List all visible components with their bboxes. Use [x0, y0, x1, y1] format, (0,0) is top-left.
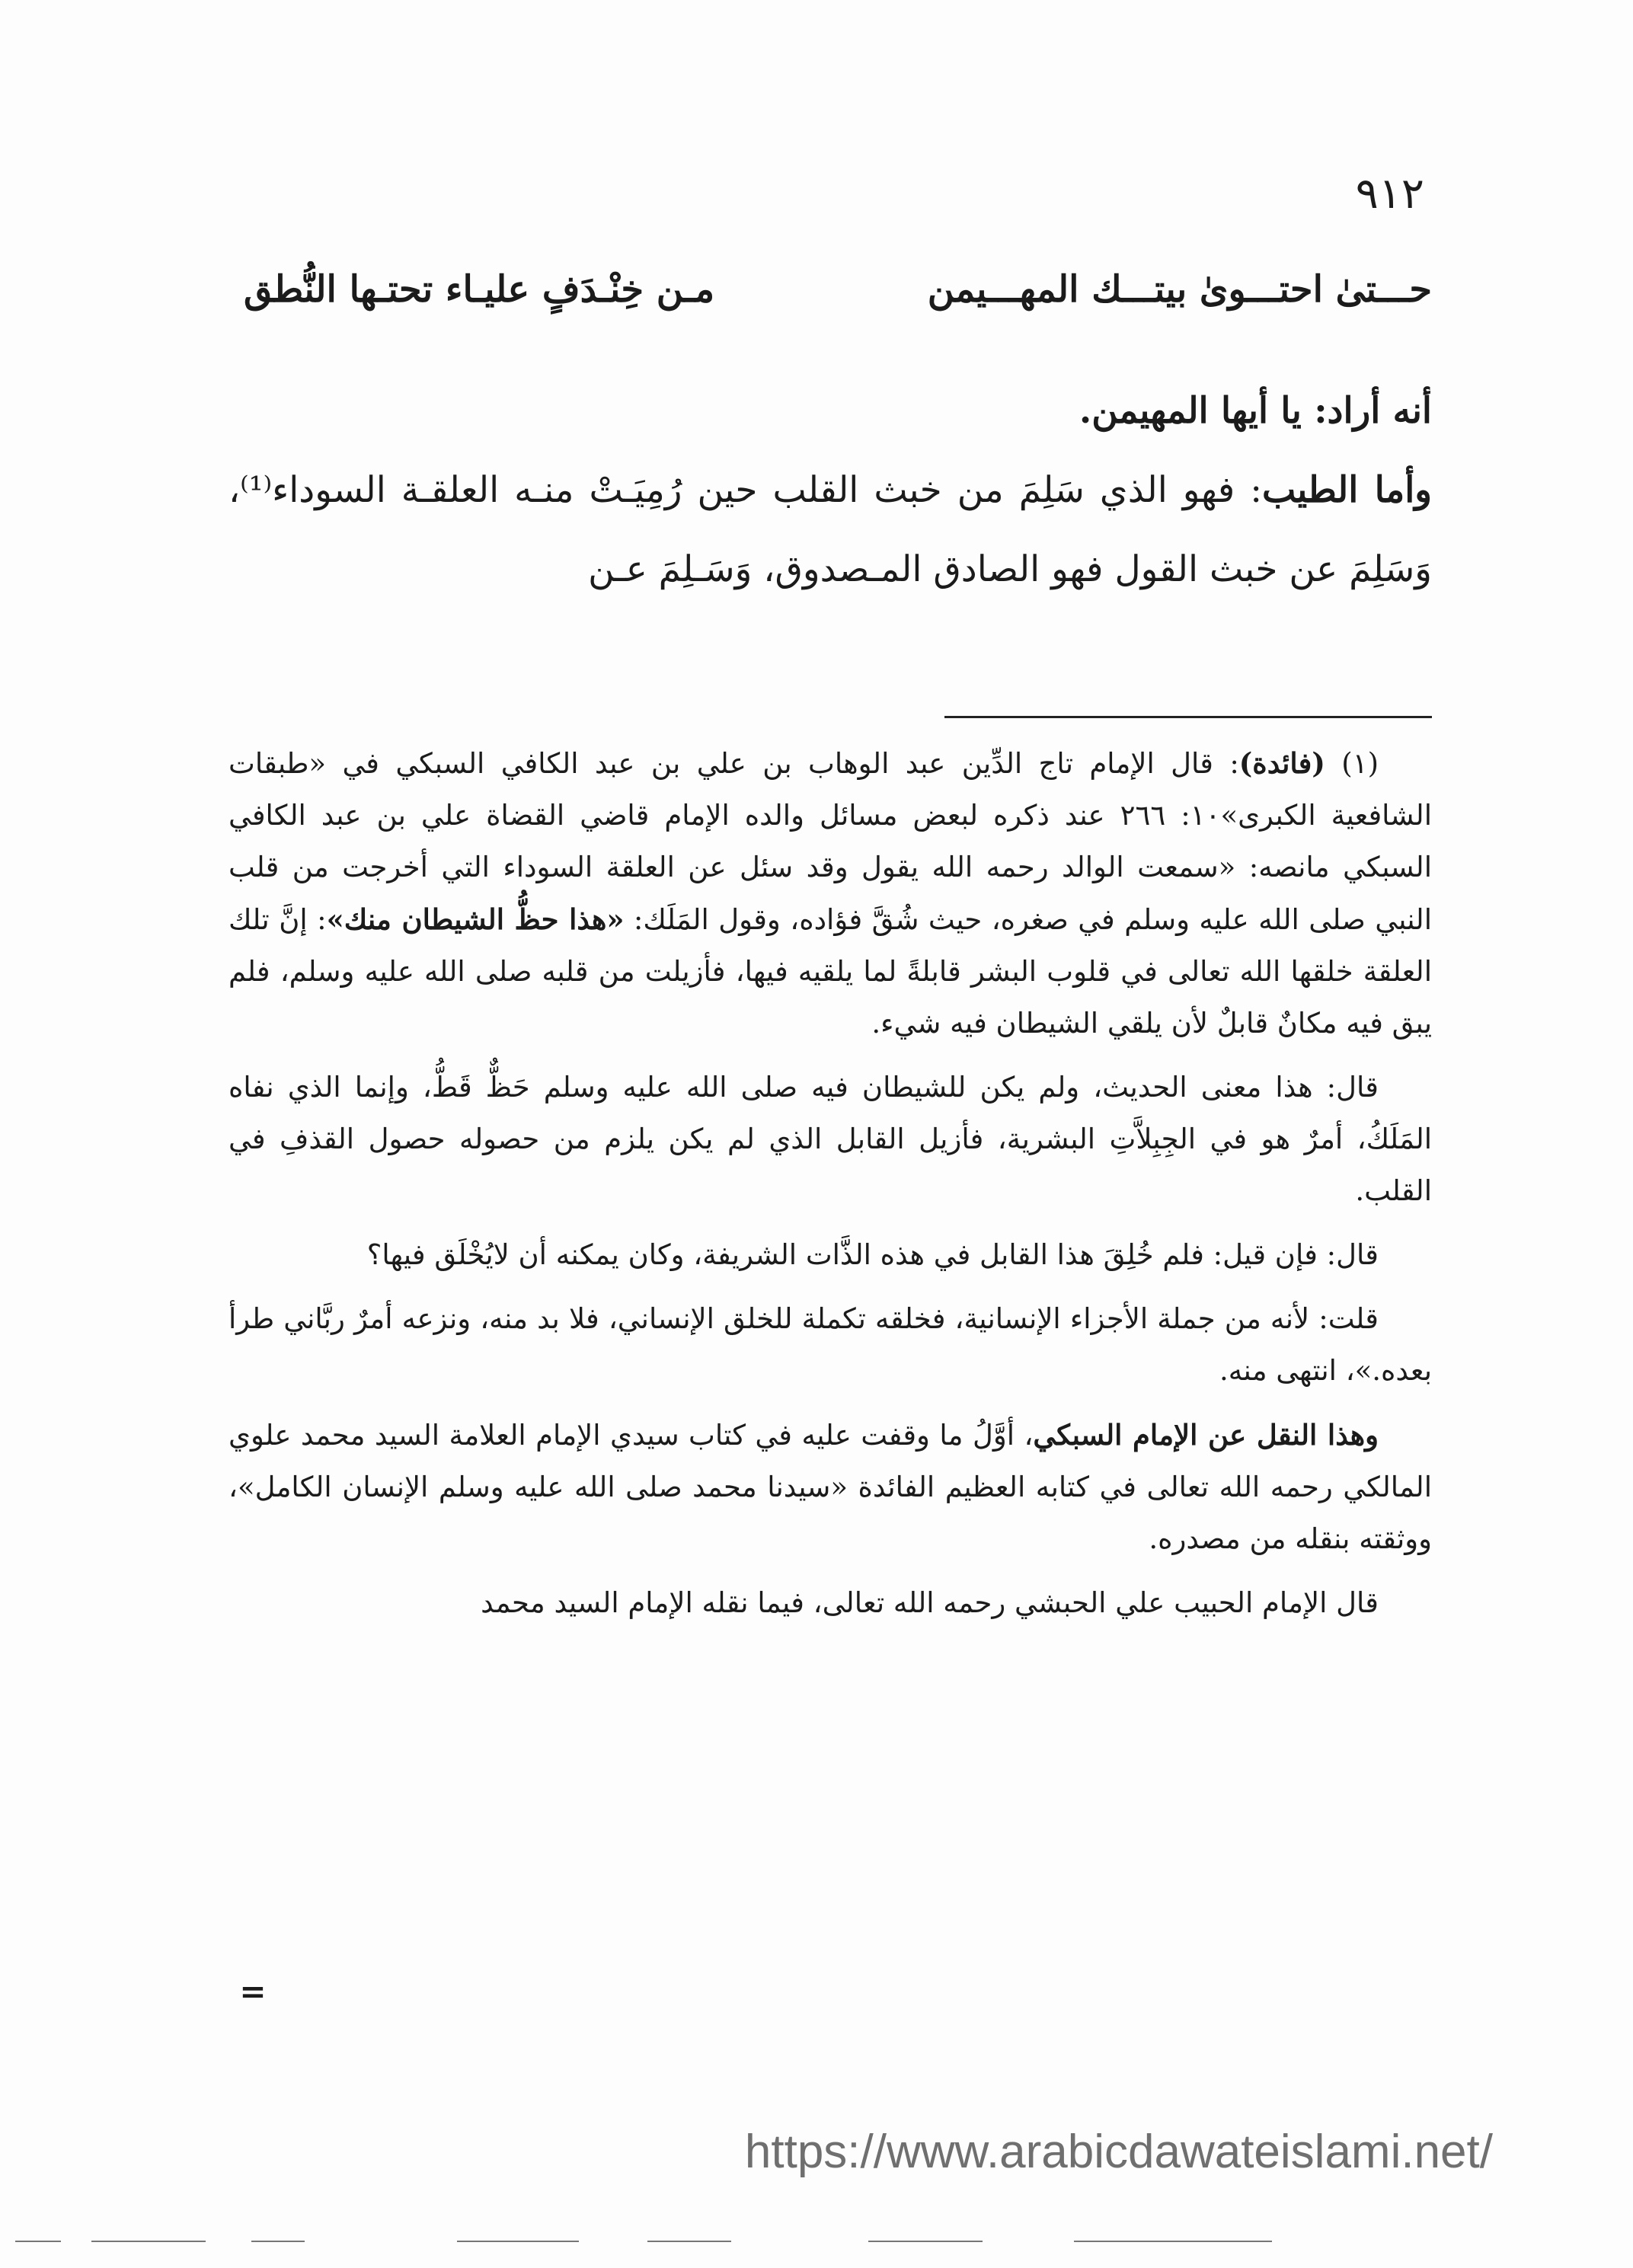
main-lead-word: وأما الطيب — [1262, 469, 1432, 511]
footnote-separator — [944, 716, 1432, 718]
main-paragraph — [228, 451, 1432, 609]
footnote-paragraph: قال: هذا معنى الحديث، ولم يكن للشيطان فيه صلى الله عليه وسلم حَظٌّ قَطُّ، وإنما الذي نفاه المَلَكُ، أمرٌ هو في الجِبِلاَّتِ البشرية، فأزيل القابل الذي لم يكن يلزم من حصوله حصول القذفِ في القلب. — [228, 1071, 1432, 1207]
footnote-paragraph-text: ، أوَّلُ ما وقفت عليه في كتاب سيدي الإمام العلامة السيد محمد علوي المالكي رحمه الله تعالى في كتابه العظيم الفائدة «سيدنا محمد صلى الله عليه وسلم الإنسان الكامل»، ووثقته بنقله من مصدره. — [228, 1419, 1432, 1555]
continuation-mark: = — [239, 1973, 267, 2010]
footnote-quote: «هذا حظُّ الشيطان منك» — [326, 902, 625, 936]
verse-second-hemistich: مـن خِنْـدَفٍ عليـاء تحتـها النُّطق — [244, 268, 715, 311]
watermark-url: https://www.arabicdawateislami.net/ — [744, 2126, 1493, 2178]
page-number: ٩١٢ — [1355, 169, 1424, 219]
poetry-verse — [244, 259, 1432, 320]
footnote-paragraph: قال الإمام الحبيب علي الحبشي رحمه الله تعالى، فيما نقله الإمام السيد محمد — [481, 1586, 1379, 1619]
footnote-text: : قال الإمام تاج الدِّين عبد الوهاب بن علي بن عبد الكافي السبكي في «طبقات الشافعية الكبرى»١٠: ٢٦٦ عند ذكره لبعض مسائل والده الإمام قاضي القضاة علي بن عبد الكافي السبكي مانصه: «سمعت الوالد رحمه الله يقول وقد سئل عن العلقة السوداء التي أخرجت من قلب النبي صلى الله عليه وسلم في صغره، حيث شُقَّ فؤاده، وقول المَلَك: — [228, 747, 1432, 936]
footnote-paragraph: قال: فإن قيل: فلم خُلِقَ هذا القابل في هذه الذَّات الشريفة، وكان يمكنه أن لايُخْلَق فيها؟ — [366, 1238, 1379, 1271]
footnotes — [228, 737, 1432, 1641]
main-text — [228, 372, 1432, 609]
footnote-paragraph: قلت: لأنه من جملة الأجزاء الإنسانية، فخلقه تكملة للخلق الإنساني، فلا بد منه، ونزعه أمرٌ ربَّاني طرأ بعده.»، انتهى منه. — [228, 1302, 1432, 1387]
footnote-1 — [228, 737, 1432, 1049]
footnote-bold-phrase: وهذا النقل عن الإمام السبكي — [1033, 1418, 1379, 1452]
scan-bottom-edge — [0, 2241, 1633, 2245]
footnote-number: (١) — [1325, 747, 1379, 780]
footnote-paragraph — [228, 1409, 1432, 1565]
footnote-label: (فائدة) — [1238, 746, 1325, 780]
main-line: أنه أراد: يا أيها المهيمن. — [1079, 390, 1432, 432]
verse-first-hemistich: حـــتىٰ احتـــوىٰ بيتـــك المهـــيمن — [927, 268, 1432, 311]
footnote-text-cont: : إنَّ تلك العلقة خلقها الله تعالى في قلوب البشر قابلةً لما يلقيه فيها، فأزيلت من قلبه صلى الله عليه وسلم، فلم يبق فيه مكانٌ قابلٌ لأن يلقي الشيطان فيه شيء. — [228, 903, 1432, 1040]
main-paragraph-text: : فهو الذي سَلِمَ من خبث القلب حين رُمِيَـتْ منـه العلقـة السوداء⁽¹⁾، وَسَلِمَ عن خبث القول فهو الصادق المـصدوق، وَسَـلِمَ عـن — [228, 469, 1432, 590]
